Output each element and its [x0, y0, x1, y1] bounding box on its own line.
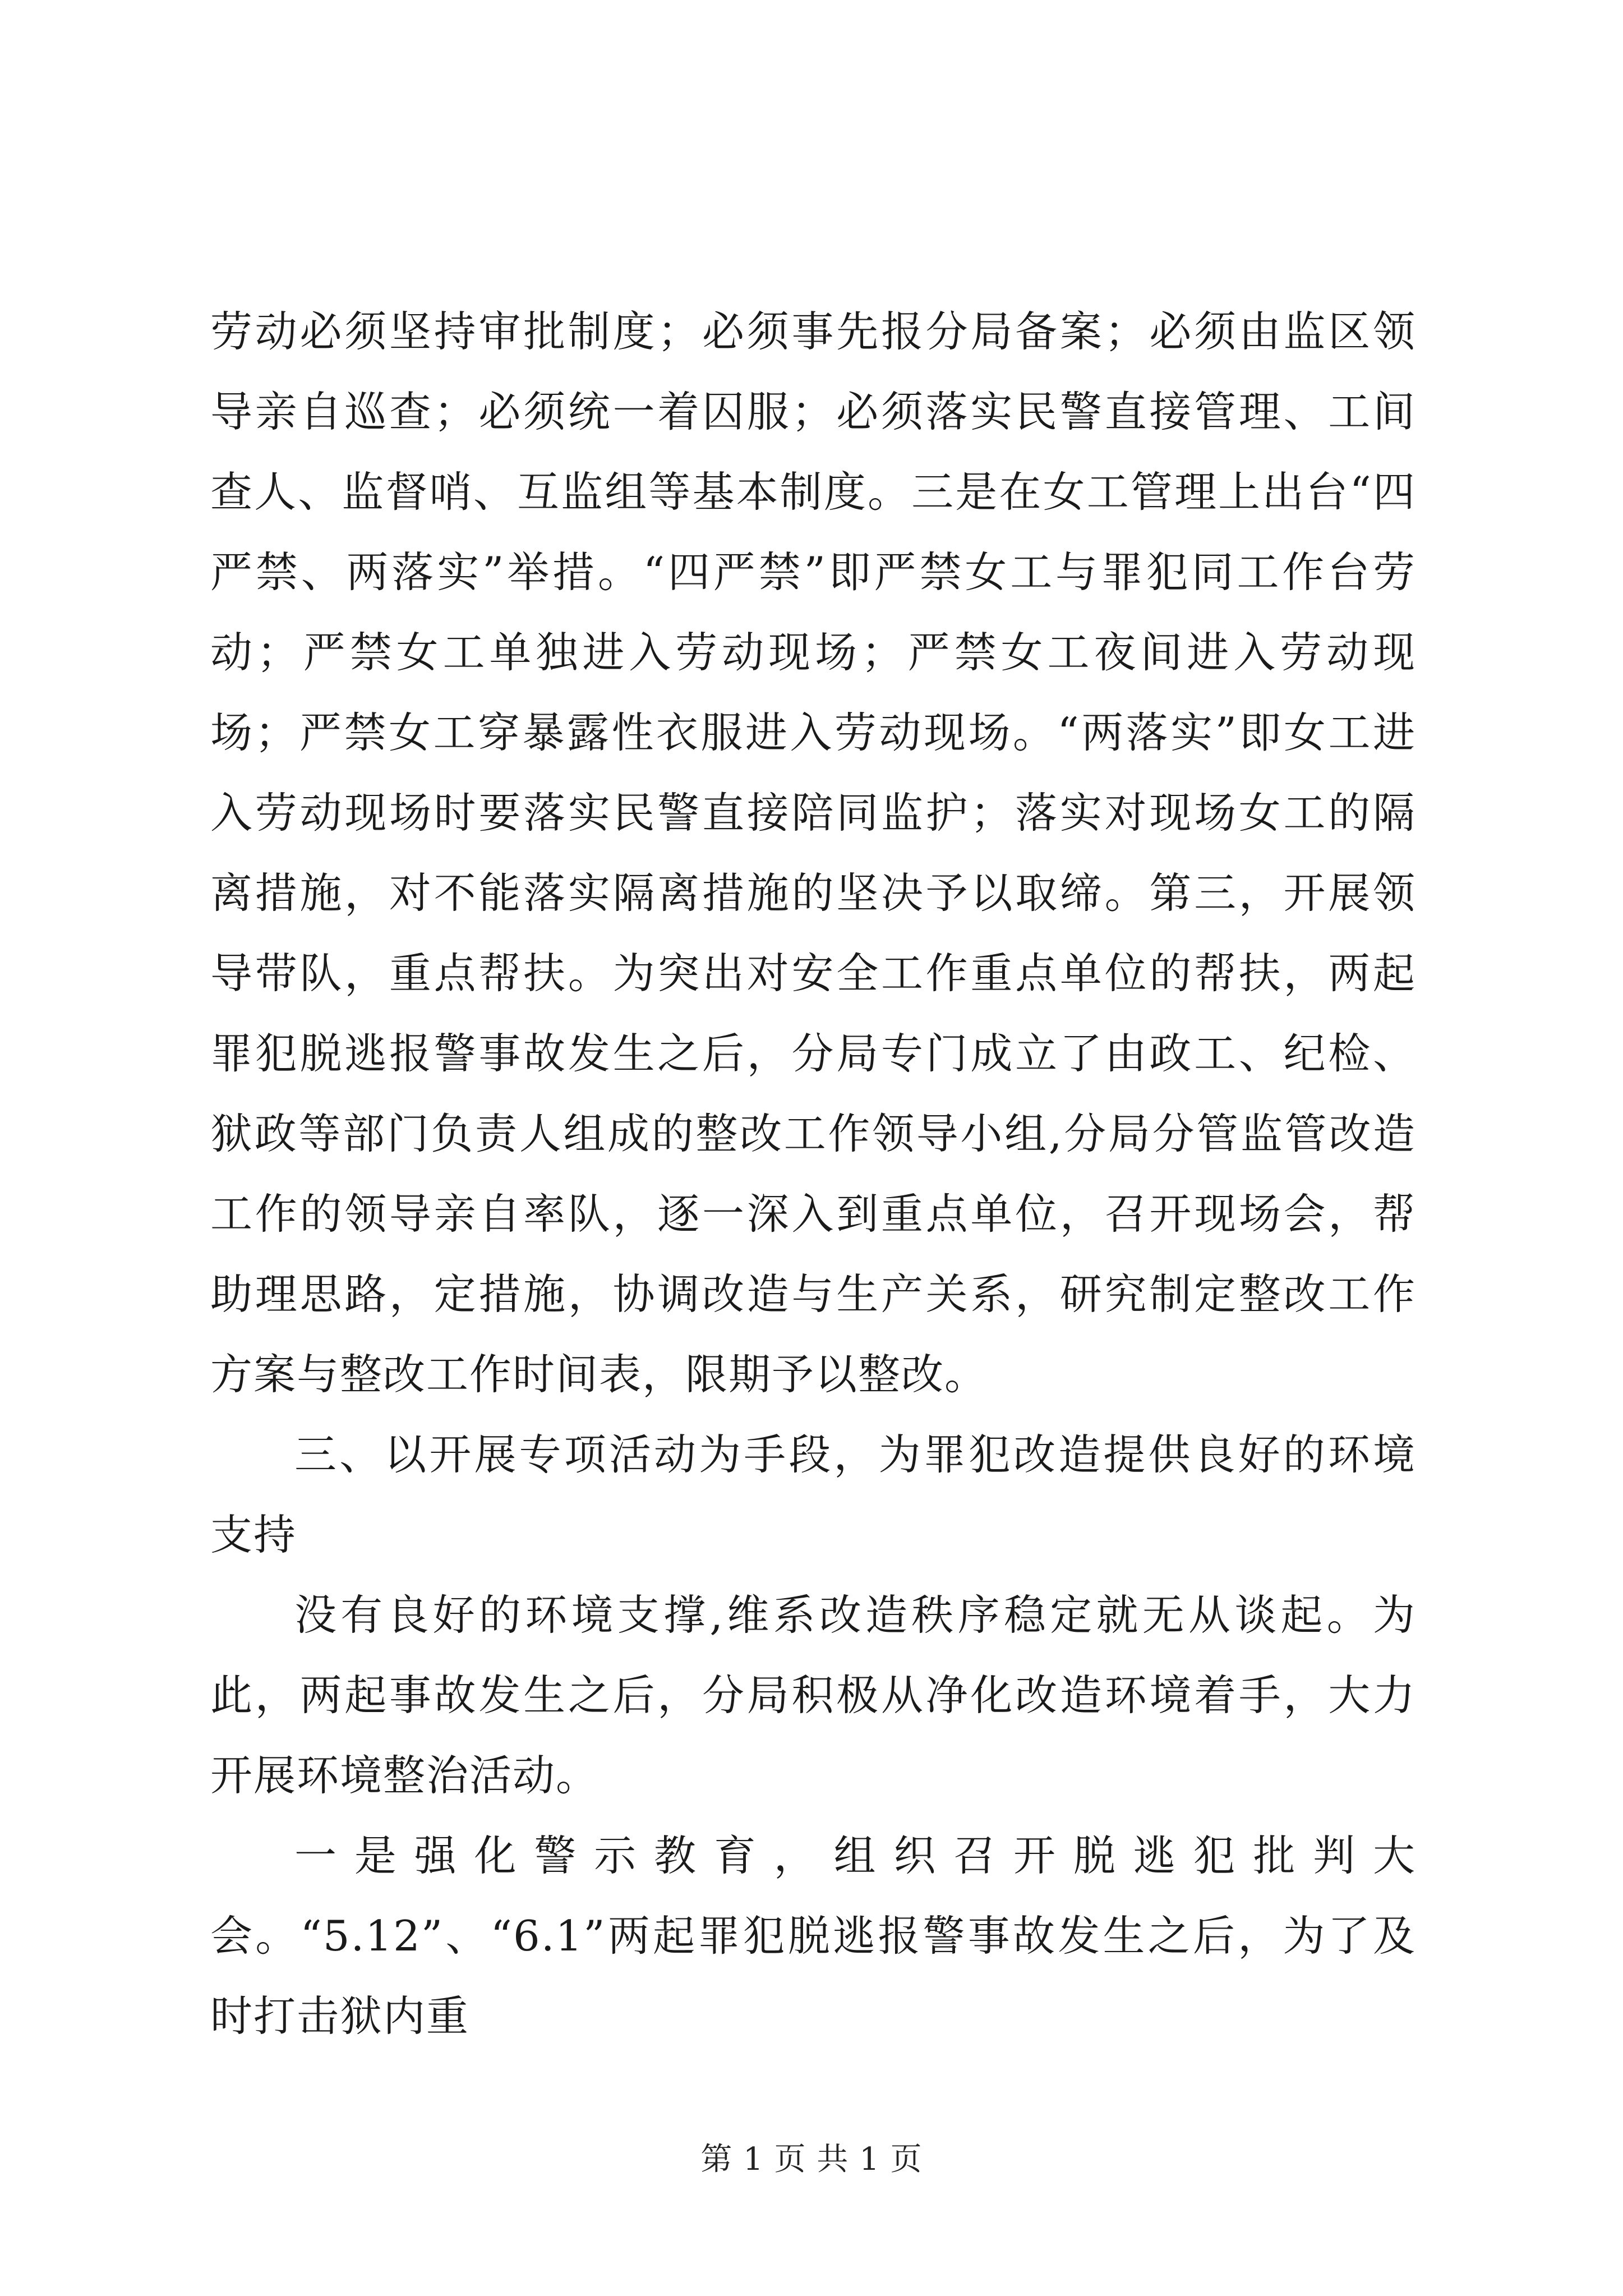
paragraph-1: 劳动必须坚持审批制度；必须事先报分局备案；必须由监区领导亲自巡查；必须统一着囚服；必须落实民警直接管理、工间查人、监督哨、互监组等基本制度。三是在女工管理上出台“四严禁、两落实”举措。“四严禁”即严禁女工与罪犯同工作台劳动；严禁女工单独进入劳动现场；严禁女工夜间进入劳动现场；严禁女工穿暴露性衣服进入劳动现场。“两落实”即女工进入劳动现场时要落实民警直接陪同监护；落实对现场女工的隔离措施，对不能落实隔离措施的坚决予以取缔。第三，开展领导带队，重点帮扶。为突出对安全工作重点单位的帮扶，两起罪犯脱逃报警事故发生之后，分局专门成立了由政工、纪检、狱政等部门负责人组成的整改工作领导小组,分局分管监管改造工作的领导亲自率队，逐一深入到重点单位，召开现场会，帮助理思路，定措施，协调改造与生产关系，研究制定整改工作方案与整改工作时间表，限期予以整改。 — [210, 307, 1416, 1399]
page-number-label: 第 1 页 共 1 页 — [700, 2141, 923, 2178]
page-footer — [0, 2140, 1623, 2179]
section-heading-3: 三、以开展专项活动为手段，为罪犯改造提供良好的环境支持 — [210, 1430, 1416, 1559]
paragraph-3: 一是强化警示教育，组织召开脱逃犯批判大会。“5.12”、“6.1”两起罪犯脱逃报警事故发生之后，为了及时打击狱内重 — [210, 1831, 1416, 2041]
document-body — [210, 292, 1416, 2056]
paragraph-2: 没有良好的环境支撑,维系改造秩序稳定就无从谈起。为此，两起事故发生之后，分局积极从净化改造环境着手，大力开展环境整治活动。 — [210, 1590, 1416, 1800]
